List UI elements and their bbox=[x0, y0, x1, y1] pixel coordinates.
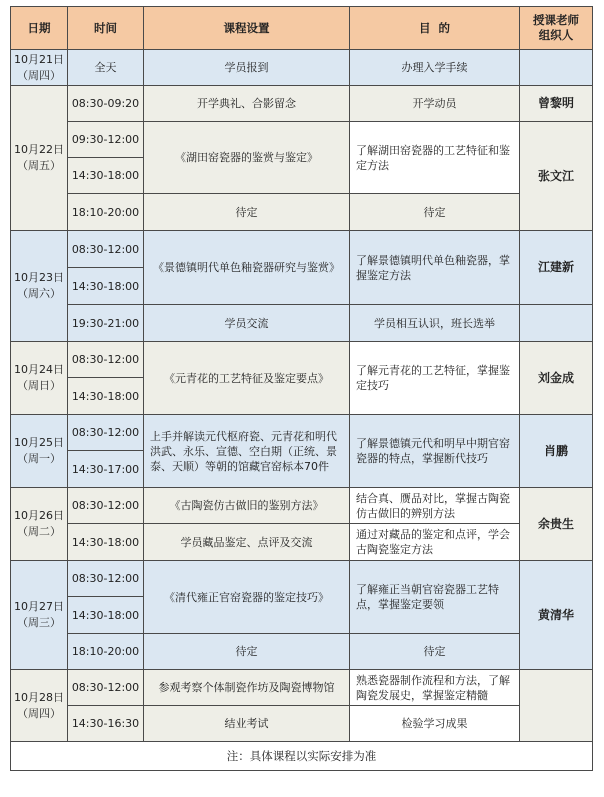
header-time: 时间 bbox=[68, 7, 144, 50]
table-row bbox=[11, 50, 593, 86]
weekday-text: （周一） bbox=[17, 452, 61, 465]
table-row bbox=[11, 670, 593, 706]
weekday-text: （周日） bbox=[17, 379, 61, 392]
time-cell: 14:30-18:00 bbox=[68, 378, 144, 415]
goal-cell: 了解湖田窑瓷器的工艺特征和鉴定方法 bbox=[350, 122, 520, 194]
schedule-wrapper bbox=[10, 6, 592, 771]
time-cell: 14:30-17:00 bbox=[68, 451, 144, 488]
time-cell: 18:10-20:00 bbox=[68, 194, 144, 231]
course-cell: 《古陶瓷仿古做旧的鉴别方法》 bbox=[144, 488, 350, 524]
course-cell: 学员藏品鉴定、点评及交流 bbox=[144, 524, 350, 561]
date-cell bbox=[11, 561, 68, 670]
table-row bbox=[11, 706, 593, 742]
time-cell: 08:30-12:00 bbox=[68, 415, 144, 451]
header-row bbox=[11, 7, 593, 50]
goal-cell: 待定 bbox=[350, 194, 520, 231]
course-cell: 学员报到 bbox=[144, 50, 350, 86]
time-cell: 08:30-12:00 bbox=[68, 670, 144, 706]
course-cell: 《湖田窑瓷器的鉴赏与鉴定》 bbox=[144, 122, 350, 194]
weekday-text: （周四） bbox=[17, 68, 61, 82]
header-teacher-line2: 组织人 bbox=[538, 28, 574, 42]
date-cell bbox=[11, 231, 68, 342]
goal-cell: 开学动员 bbox=[350, 86, 520, 122]
goal-cell: 了解元青花的工艺特征，掌握鉴定技巧 bbox=[350, 342, 520, 415]
schedule-note: 注：具体课程以实际安排为准 bbox=[11, 742, 593, 771]
teacher-cell bbox=[520, 670, 593, 742]
header-date: 日期 bbox=[11, 7, 68, 50]
date-cell bbox=[11, 415, 68, 488]
teacher-cell: 张文江 bbox=[520, 122, 593, 231]
goal-cell: 待定 bbox=[350, 634, 520, 670]
weekday-text: （周二） bbox=[17, 525, 61, 538]
table-row bbox=[11, 342, 593, 378]
table-row bbox=[11, 415, 593, 451]
teacher-cell: 刘金成 bbox=[520, 342, 593, 415]
time-cell: 08:30-12:00 bbox=[68, 561, 144, 597]
course-cell: 待定 bbox=[144, 194, 350, 231]
time-cell: 14:30-18:00 bbox=[68, 268, 144, 305]
time-cell: 19:30-21:00 bbox=[68, 305, 144, 342]
teacher-cell: 余贵生 bbox=[520, 488, 593, 561]
table-row bbox=[11, 561, 593, 597]
date-text: 10月28日 bbox=[14, 690, 64, 704]
table-row bbox=[11, 305, 593, 342]
header-teacher-line1: 授课老师 bbox=[533, 13, 579, 27]
goal-cell: 结合真、赝品对比，掌握古陶瓷仿古做旧的辨别方法 bbox=[350, 488, 520, 524]
course-cell: 学员交流 bbox=[144, 305, 350, 342]
teacher-cell: 黄清华 bbox=[520, 561, 593, 670]
teacher-cell: 肖鹏 bbox=[520, 415, 593, 488]
goal-cell: 熟悉瓷器制作流程和方法，了解陶瓷发展史，掌握鉴定精髓 bbox=[350, 670, 520, 706]
teacher-cell bbox=[520, 305, 593, 342]
teacher-cell: 曾黎明 bbox=[520, 86, 593, 122]
goal-cell: 学员相互认识，班长选举 bbox=[350, 305, 520, 342]
table-row bbox=[11, 524, 593, 561]
table-row bbox=[11, 194, 593, 231]
weekday-text: （周四） bbox=[17, 706, 61, 720]
table-row bbox=[11, 231, 593, 268]
date-cell bbox=[11, 488, 68, 561]
course-cell: 结业考试 bbox=[144, 706, 350, 742]
header-course: 课程设置 bbox=[144, 7, 350, 50]
table-row bbox=[11, 122, 593, 158]
time-cell: 08:30-12:00 bbox=[68, 342, 144, 378]
date-cell bbox=[11, 50, 68, 86]
weekday-text: （周六） bbox=[17, 287, 61, 300]
time-cell: 08:30-09:20 bbox=[68, 86, 144, 122]
course-cell: 开学典礼、合影留念 bbox=[144, 86, 350, 122]
time-cell: 09:30-12:00 bbox=[68, 122, 144, 158]
teacher-cell bbox=[520, 50, 593, 86]
goal-cell: 办理入学手续 bbox=[350, 50, 520, 86]
goal-cell: 了解景德镇元代和明早中期官窑瓷器的特点，掌握断代技巧 bbox=[350, 415, 520, 488]
course-cell: 《景德镇明代单色釉瓷器研究与鉴赏》 bbox=[144, 231, 350, 305]
date-text: 10月24日 bbox=[14, 363, 64, 376]
time-cell: 14:30-18:00 bbox=[68, 524, 144, 561]
time-cell: 08:30-12:00 bbox=[68, 231, 144, 268]
course-schedule-table bbox=[10, 6, 593, 771]
weekday-text: （周三） bbox=[17, 616, 61, 629]
time-cell: 14:30-18:00 bbox=[68, 158, 144, 194]
time-cell: 14:30-18:00 bbox=[68, 597, 144, 634]
date-text: 10月21日 bbox=[14, 52, 64, 66]
date-text: 10月23日 bbox=[14, 271, 64, 284]
table-row bbox=[11, 634, 593, 670]
date-text: 10月22日 bbox=[14, 143, 64, 156]
course-cell: 参观考察个体制瓷作坊及陶瓷博物馆 bbox=[144, 670, 350, 706]
note-row bbox=[11, 742, 593, 771]
date-cell bbox=[11, 342, 68, 415]
course-cell: 《清代雍正官窑瓷器的鉴定技巧》 bbox=[144, 561, 350, 634]
date-cell bbox=[11, 86, 68, 231]
course-cell: 《元青花的工艺特征及鉴定要点》 bbox=[144, 342, 350, 415]
time-cell: 14:30-16:30 bbox=[68, 706, 144, 742]
header-goal: 目 的 bbox=[350, 7, 520, 50]
goal-cell: 检验学习成果 bbox=[350, 706, 520, 742]
table-row bbox=[11, 86, 593, 122]
date-cell bbox=[11, 670, 68, 742]
date-text: 10月25日 bbox=[14, 436, 64, 449]
header-teacher bbox=[520, 7, 593, 50]
weekday-text: （周五） bbox=[17, 159, 61, 172]
course-cell: 上手并解读元代枢府瓷、元青花和明代洪武、永乐、宣德、空白期（正统、景泰、天顺）等朝的馆藏官窑标本70件 bbox=[144, 415, 350, 488]
goal-cell: 通过对藏品的鉴定和点评，学会古陶瓷鉴定方法 bbox=[350, 524, 520, 561]
date-text: 10月27日 bbox=[14, 600, 64, 613]
time-cell: 全天 bbox=[68, 50, 144, 86]
time-cell: 18:10-20:00 bbox=[68, 634, 144, 670]
time-cell: 08:30-12:00 bbox=[68, 488, 144, 524]
course-cell: 待定 bbox=[144, 634, 350, 670]
date-text: 10月26日 bbox=[14, 509, 64, 522]
goal-cell: 了解雍正当朝官窑瓷器工艺特点，掌握鉴定要领 bbox=[350, 561, 520, 634]
teacher-cell: 江建新 bbox=[520, 231, 593, 305]
table-row bbox=[11, 488, 593, 524]
goal-cell: 了解景德镇明代单色釉瓷器，掌握鉴定方法 bbox=[350, 231, 520, 305]
